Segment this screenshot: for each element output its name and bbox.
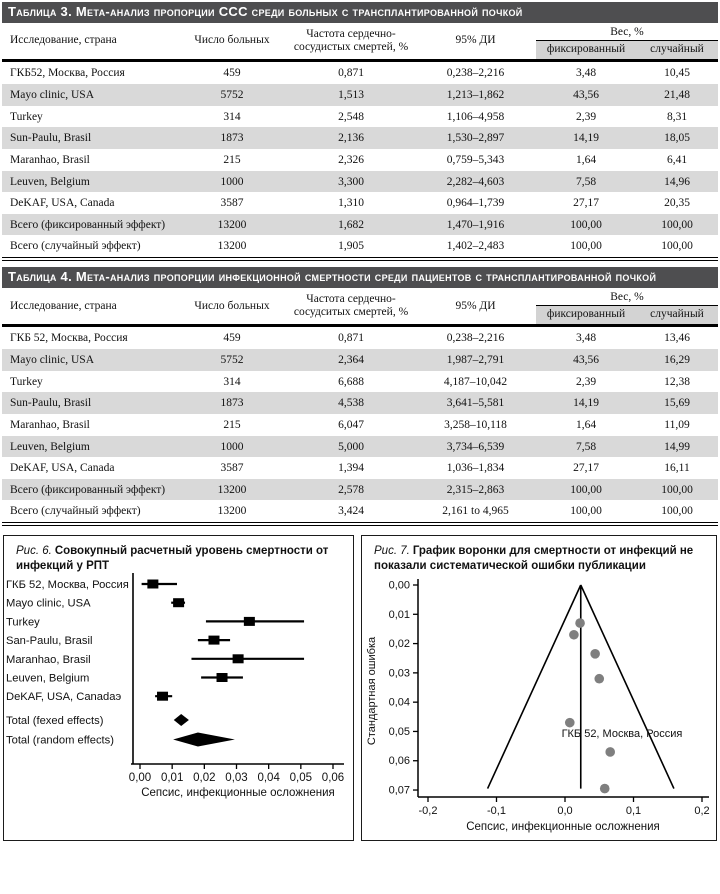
cell-value: 6,688: [338, 375, 364, 388]
funnel-point: [605, 747, 615, 757]
cell-value: 2,326: [338, 153, 364, 166]
x-tick-label: 0,01: [160, 772, 184, 785]
table4: [2, 288, 718, 526]
cell-value: 100,00: [570, 483, 602, 496]
cell-value: 11,09: [664, 418, 690, 431]
table-row: [2, 84, 718, 106]
cell-value: 215: [223, 418, 241, 431]
figure7-caption: График воронки для смертности от инфекций не показали систематической ошибки публикации: [374, 545, 694, 573]
table-row: [2, 457, 718, 479]
y-tick-label: 0,06: [388, 755, 410, 768]
cell-value: 13200: [217, 483, 247, 496]
cell-value: 1,64: [575, 418, 597, 431]
table3-caption: Таблица 3. Мета-анализ пропорции ССС среди больных с трансплантированной почкой: [2, 2, 718, 23]
table-row: [2, 235, 718, 259]
study-label: Leuven, Belgium: [6, 672, 90, 685]
figure7-title: [362, 536, 716, 574]
cell-value: 2,282–4,603: [446, 175, 505, 188]
cell-study: Turkey: [10, 110, 43, 123]
cell-value: 0,238–2,216: [446, 67, 505, 80]
cell-value: 1,513: [338, 88, 364, 101]
cell-study: Mayo clinic, USA: [10, 88, 95, 101]
cell-value: 10,45: [664, 67, 690, 80]
figure6-caption: Совокупный расчетный уровень смертности от инфекций у РПТ: [16, 545, 329, 573]
cell-value: 27,17: [573, 462, 599, 475]
x-tick-label: 0,02: [193, 772, 216, 785]
figures-row: [2, 535, 718, 841]
funnel-y-label: Стандартная ошибка: [366, 636, 378, 746]
cell-value: 5752: [220, 88, 244, 101]
cell-value: 7,58: [575, 175, 597, 188]
funnel-right-edge: [581, 585, 674, 789]
cell-value: 20,35: [664, 197, 690, 210]
cell-value: 1,470–1,916: [446, 218, 505, 231]
cell-value: 14,96: [664, 175, 690, 188]
col-header-study: Исследование, страна: [2, 288, 177, 326]
cell-value: 2,39: [575, 375, 597, 388]
col-header-weight-random: случайный: [636, 306, 718, 326]
table4-caption: Таблица 4. Мета-анализ пропорции инфекционной смертности среди пациентов с трансплантированной почкой: [2, 267, 718, 288]
cell-study: ГКБ 52, Москва, Россия: [10, 332, 128, 345]
study-marker: [217, 673, 228, 682]
x-tick-label: 0,2: [694, 805, 710, 818]
figure6-panel: [3, 535, 354, 841]
cell-value: 2,548: [338, 110, 364, 123]
cell-study: Maranhao, Brasil: [10, 153, 90, 166]
col-header-weight: Вес, %: [536, 288, 718, 306]
col-header-weight-fixed: фиксированный: [536, 306, 636, 326]
forest-plot-svg: [4, 573, 352, 839]
table4-panel: [2, 267, 718, 526]
y-tick-label: 0,03: [388, 667, 410, 680]
cell-value: 4,187–10,042: [443, 375, 508, 388]
x-tick-label: -0,2: [418, 805, 438, 818]
table-row: [2, 349, 718, 371]
cell-value: 4,538: [338, 397, 364, 410]
y-tick-label: 0,04: [388, 696, 410, 709]
cell-value: 1,213–1,862: [446, 88, 505, 101]
cell-value: 314: [223, 110, 241, 123]
col-header-weight-random: случайный: [636, 41, 718, 61]
cell-value: 3,258–10,118: [444, 418, 507, 431]
cell-value: 100,00: [570, 218, 602, 231]
study-label: Turkey: [6, 616, 40, 629]
study-marker: [244, 617, 255, 626]
col-header-rate: Частота сердечно-сосудистых смертей, %: [287, 23, 415, 61]
study-marker: [208, 636, 219, 645]
funnel-point: [594, 674, 604, 684]
cell-value: 1,394: [338, 462, 364, 475]
cell-value: 1,530–2,897: [446, 132, 505, 145]
cell-value: 16,29: [664, 354, 690, 366]
funnel-point: [565, 718, 575, 728]
y-tick-label: 0,00: [388, 579, 410, 592]
cell-study: Sun-Paulu, Brasil: [10, 397, 92, 410]
col-header-study: Исследование, страна: [2, 23, 177, 61]
cell-study: Leuven, Belgium: [10, 440, 90, 453]
cell-study: Всего (случайный эффект): [10, 505, 141, 518]
cell-study: Всего (фиксированный эффект): [10, 483, 166, 496]
study-marker: [147, 580, 158, 589]
total-diamond: [173, 733, 235, 747]
cell-value: 100,00: [661, 218, 693, 231]
cell-value: 3,734–6,539: [446, 440, 505, 453]
table-row: [2, 214, 718, 236]
study-marker: [233, 654, 244, 663]
cell-value: 13,46: [664, 332, 690, 345]
study-label: Maranhao, Brasil: [6, 653, 91, 666]
cell-value: 13200: [217, 240, 247, 253]
cell-value: 1,106–4,958: [446, 110, 505, 123]
funnel-point: [575, 618, 585, 628]
cell-value: 100,00: [661, 505, 693, 518]
cell-value: 459: [223, 67, 241, 80]
cell-value: 6,41: [666, 153, 688, 166]
cell-value: 3,424: [338, 505, 364, 518]
cell-study: Sun-Paulu, Brasil: [10, 132, 92, 145]
cell-value: 13200: [217, 505, 247, 518]
cell-value: 3,48: [575, 332, 597, 345]
cell-value: 1,64: [575, 153, 597, 166]
total-diamond: [174, 714, 189, 726]
table-row: [2, 371, 718, 393]
cell-value: 1873: [220, 132, 244, 145]
cell-value: 8,31: [666, 110, 688, 123]
cell-value: 5,000: [338, 440, 364, 453]
cell-value: 43,56: [573, 88, 599, 101]
table-row: [2, 106, 718, 128]
cell-value: 13200: [217, 218, 247, 231]
table-row: [2, 414, 718, 436]
col-header-ci: 95% ДИ: [415, 288, 536, 326]
x-tick-label: 0,06: [321, 772, 345, 785]
cell-value: 0,238–2,216: [446, 332, 505, 345]
x-tick-label: 0,0: [557, 805, 573, 818]
cell-value: 1000: [220, 440, 244, 453]
total-label: Total (random effects): [6, 734, 114, 747]
study-label: San-Paulu, Brasil: [6, 635, 93, 648]
cell-value: 0,964–1,739: [446, 197, 505, 210]
study-marker: [157, 692, 168, 701]
funnel-x-label: Сепсис, инфекционные осложнения: [466, 821, 660, 834]
cell-value: 1873: [220, 397, 244, 410]
funnel-point: [569, 630, 579, 640]
figure7-number: Рис. 7.: [374, 545, 410, 558]
x-tick-label: 0,04: [257, 772, 280, 785]
forest-x-label: Сепсис, инфекционные осложнения: [141, 787, 335, 800]
cell-value: 100,00: [570, 240, 602, 253]
y-tick-label: 0,02: [388, 638, 410, 651]
cell-value: 0,871: [338, 332, 364, 345]
x-tick-label: 0,00: [128, 772, 152, 785]
col-header-n: Число больных: [177, 23, 287, 61]
funnel-point: [590, 649, 600, 659]
y-tick-label: 0,05: [388, 726, 410, 739]
cell-value: 1,036–1,834: [446, 462, 505, 475]
study-label: Mayo clinic, USA: [6, 597, 91, 610]
total-label: Total (fexed effects): [6, 715, 104, 728]
col-header-rate: Частота сердечно-сосудситых смертей, %: [287, 288, 415, 326]
x-tick-label: 0,1: [625, 805, 642, 818]
cell-value: 1,905: [338, 240, 364, 253]
x-tick-label: 0,03: [225, 772, 248, 785]
table-row: [2, 127, 718, 149]
table-row: [2, 392, 718, 414]
col-header-weight-fixed: фиксированный: [536, 41, 636, 61]
cell-study: Всего (фиксированный эффект): [10, 218, 166, 231]
table3-panel: [2, 2, 718, 261]
cell-value: 5752: [220, 354, 244, 366]
figure6-title: [4, 536, 353, 574]
cell-value: 314: [223, 375, 241, 388]
cell-value: 1,402–2,483: [446, 240, 505, 253]
cell-study: DeKAF, USA, Canada: [10, 197, 115, 210]
cell-value: 6,047: [338, 418, 364, 431]
col-header-ci: 95% ДИ: [415, 23, 536, 61]
study-label: ГКБ 52, Москва, Россия: [6, 579, 129, 592]
y-tick-label: 0,01: [388, 608, 410, 621]
cell-value: 2,39: [575, 110, 597, 123]
cell-value: 459: [223, 332, 241, 345]
col-header-weight: Вес, %: [536, 23, 718, 41]
funnel-left-edge: [488, 585, 581, 789]
cell-value: 1,682: [338, 218, 364, 231]
figure7-panel: [361, 535, 717, 841]
cell-value: 0,871: [338, 67, 364, 80]
cell-value: 100,00: [661, 240, 693, 253]
cell-study: Mayo clinic, USA: [10, 354, 95, 366]
cell-value: 2,161 to 4,965: [442, 505, 509, 518]
cell-value: 1,310: [338, 197, 364, 210]
cell-value: 43,56: [573, 354, 599, 366]
cell-value: 100,00: [661, 483, 693, 496]
table-row: [2, 192, 718, 214]
cell-study: DeKAF, USA, Canada: [10, 462, 115, 475]
cell-value: 3,641–5,581: [446, 397, 505, 410]
study-marker: [173, 598, 184, 607]
funnel-plot-svg: [362, 573, 715, 839]
table-row: [2, 326, 718, 349]
cell-value: 14,19: [573, 132, 599, 145]
table-row: [2, 500, 718, 524]
cell-value: 2,578: [338, 483, 364, 496]
cell-value: 3587: [220, 197, 244, 210]
cell-value: 2,315–2,863: [446, 483, 505, 496]
cell-value: 100,00: [570, 505, 602, 518]
table-row: [2, 61, 718, 84]
x-tick-label: 0,05: [289, 772, 313, 785]
table-row: [2, 436, 718, 458]
table-row: [2, 149, 718, 171]
study-label: DeKAF, USA, Canadaэ: [6, 691, 122, 704]
x-tick-label: -0,1: [487, 805, 506, 818]
cell-value: 1,987–2,791: [446, 354, 505, 366]
cell-value: 2,364: [338, 354, 364, 366]
cell-value: 12,38: [664, 375, 690, 388]
cell-value: 3587: [220, 462, 244, 475]
table-row: [2, 171, 718, 193]
table3: [2, 23, 718, 261]
cell-value: 14,99: [664, 440, 690, 453]
funnel-annotation: ГКБ 52, Москва, Россия: [561, 728, 683, 741]
cell-value: 3,48: [575, 67, 597, 80]
cell-value: 0,759–5,343: [446, 153, 505, 166]
cell-value: 21,48: [664, 88, 690, 101]
cell-value: 18,05: [664, 132, 690, 145]
cell-value: 27,17: [573, 197, 599, 210]
funnel-point: [600, 784, 610, 794]
cell-study: ГКБ52, Москва, Россия: [10, 67, 125, 80]
cell-study: Turkey: [10, 375, 43, 388]
cell-value: 14,19: [573, 397, 599, 410]
cell-value: 15,69: [664, 397, 690, 410]
cell-value: 7,58: [575, 440, 597, 453]
y-tick-label: 0,07: [388, 784, 410, 797]
cell-value: 215: [223, 153, 241, 166]
cell-study: Всего (случайный эффект): [10, 240, 141, 253]
table-row: [2, 479, 718, 501]
col-header-n: Число больных: [177, 288, 287, 326]
cell-value: 1000: [220, 175, 244, 188]
cell-value: 16,11: [664, 462, 690, 475]
figure6-number: Рис. 6.: [16, 545, 52, 558]
cell-study: Maranhao, Brasil: [10, 418, 90, 431]
cell-value: 2,136: [338, 132, 364, 145]
cell-study: Leuven, Belgium: [10, 175, 90, 188]
cell-value: 3,300: [338, 175, 364, 188]
